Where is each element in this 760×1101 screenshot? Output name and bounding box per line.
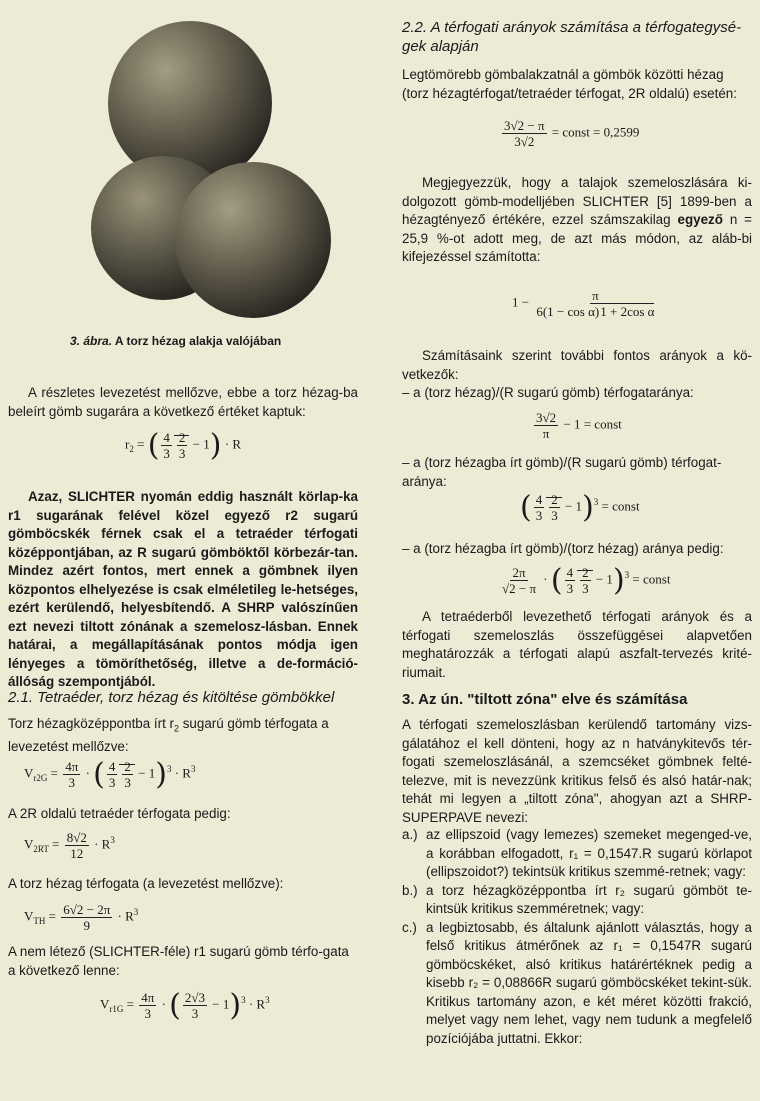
- right-paragraph-7: A tetraéderből levezethető térfogati arányok és a térfogati szemeloszlás összefüggései alapvetően meghatározzák a térfogati alapú aszfalt-tervezés krité-riumait.: [402, 609, 752, 680]
- left-paragraph-3: [8, 715, 358, 757]
- p3-text-a: Torz hézagközéppontba írt r: [8, 716, 174, 731]
- left-paragraph-6: A nem létező (SLICHTER-féle) r1 sugarú gömb térfo-gata a következő lenne:: [8, 944, 349, 978]
- p2-text-b: n = 25,9 %-ot adott meg, de azt más módon, az aláb-bi kifejezéssel számította:: [402, 212, 752, 264]
- spheres-figure: [8, 0, 358, 330]
- right-paragraph-1: Legtömörebb gömbalakzatnál a gömbök közötti hézag (torz hézagtérfogat/tetraéder térfogat, 2R oldalú) esetén:: [402, 67, 737, 101]
- right-paragraph-4: – a (torz hézag)/(R sugarú gömb) térfogataránya:: [402, 385, 694, 400]
- equation-th-sphere: $\frac{3√2}{\pi}$ − 1 = const: [536, 410, 622, 441]
- list-item: [402, 919, 752, 1049]
- equation-inscribed-sphere: ( $\frac{4}{3}$ $\frac{2}{3}$ − 1)$^3$ = const: [520, 490, 640, 525]
- list-item-text: az ellipszoid (vagy lemezes) szemeket megenged-ve, a korábban elfogadott, r₁ = 0,1547.R sugarú körlapot (ellipszoidot?) tekintsük kritikus szemmé-retnek; vagy:: [426, 827, 752, 879]
- list-item-label: c.): [402, 919, 417, 935]
- p3-sub: 2: [174, 723, 180, 734]
- equation-vr1g: $V_{r1G}$ = $\frac{4\pi}{3}$ · ( $\frac{2√3}{3}$ − $1)^3 \cdot R^3$: [100, 988, 270, 1023]
- list-item: [402, 826, 752, 882]
- criteria-list: [402, 826, 752, 1048]
- right-paragraph-8: A térfogati szemeloszlásban kerülendő tartomány vizs-gálatához el kell dönteni, hogy az n hatványkitevős tér-fogati szemeloszlásánál, a szemcséket gömbnek felté-telezve, mit is nevezzünk kritikus felső és alsó határ-nak; tehát mi legyen a „tiltott zóna", ahogyan azt a SHRP-SUPERPAVE nevezi:: [402, 717, 752, 825]
- figure-caption: [70, 334, 360, 348]
- left-paragraph-bold: Azaz, SLICHTER nyomán eddig használt körlap-ka r1 sugarának felével közel egyező r2 sugarú gömböcskék férnek csak el a tetraéder térfogati középpontjában, az R sugarú gömböktől körbezár-tan. Mindez azért fontos, mert ennek a gömbnek ilyen központos elhelyezése is csak elméletileg le-hetséges, ezért kerülendő, helyesbítendő. A SHRP valószínűen ezt nevezi tiltott zónának a szemelosz-lásban. Ennek határai, a megállapításának pontos módja igen lényeges a tömöríthetőség, illetve a de-formáció-állóság szempontjából.: [8, 489, 358, 689]
- equation-vth: $V_{TH}$ = $\frac{6√2 - 2\pi}{9}$ · $R^3$: [24, 902, 139, 933]
- left-paragraph-1: A részletes levezetést mellőzve, ebbe a torz hézag-ba beleírt gömb sugarára a következő értéket kaptuk:: [8, 385, 358, 419]
- equation-vr2g: $V_{r2G}$ = $\frac{4\pi}{3}$ · ( $\frac{4}{3}$ $\frac{2}{3}$ − $1)^3 \cdot R^3$: [24, 757, 196, 792]
- right-paragraph-3: Számításaink szerint további fontos arányok a kö-vetkezők:: [402, 348, 752, 382]
- right-paragraph-2: [402, 174, 752, 267]
- list-item-text: a torz hézagközéppontba írt r₂ sugarú gömböt te-kintsük kritikus szemméretnek; vagy:: [426, 882, 752, 916]
- caption-label: 3. ábra.: [70, 334, 113, 348]
- list-item-label: b.): [402, 882, 418, 898]
- section-3-heading: 3. Az ún. "tiltott zóna" elve és számítása: [402, 691, 688, 708]
- left-paragraph-5: A torz hézag térfogata (a levezetést mellőzve):: [8, 876, 284, 891]
- ratio-const-value: = const = 0,2599: [551, 124, 640, 140]
- equation-slichter: 1 − $\frac{\pi}{\text{6(1 − cos α)1 + 2cos α}}$: [512, 288, 655, 319]
- section-2-1-heading: 2.1. Tetraéder, torz hézag és kitöltése gömbökkel: [8, 689, 335, 706]
- p2-bold: egyező: [677, 212, 723, 227]
- section-2-2-heading: 2.2. A térfogati arányok számítása a térfogategysé-gek alapján: [402, 19, 742, 55]
- right-paragraph-6: – a (torz hézagba írt gömb)/(torz hézag) aránya pedig:: [402, 541, 724, 556]
- p3-text-b: sugarú gömb térfogata a levezetést mellőzve:: [8, 716, 329, 755]
- list-item-text: a legbiztosabb, és általunk ajánlott választás, hogy a felső kritikus átmérőnek az r₁ = 0,1547R sugarú gömböcskéket, alsó kritikus határértéknek pedig a kisebb r₂ = 0,08866R sugarú gömböcskéket tekint-sük. Kritikus tartomány azon, e két méret közötti frakció, melyet vagy nem lehet, vagy nem tudunk a megfelelő pozíciójába juttatni. Ekkor:: [426, 919, 752, 1046]
- list-item: [402, 882, 752, 919]
- list-item-label: a.): [402, 827, 418, 842]
- equation-ratio-const: $\frac{3√2 - \pi}{3√2}$ = const = 0,2599: [504, 118, 640, 149]
- caption-text: A torz hézag alakja valójában: [114, 334, 282, 348]
- equation-v2rt: $V_{2RT}$ = $\frac{8√2}{12}$ · $R^3$: [24, 830, 115, 861]
- equation-inscribed-th: $\frac{2\pi}{√2 - \pi}$ · ( $\frac{4}{3}$ $\frac{2}{3}$ − 1)$^3$ = const: [502, 563, 671, 598]
- left-paragraph-4: A 2R oldalú tetraéder térfogata pedig:: [8, 806, 231, 821]
- equation-r2: $r_2$ = ( $\frac{4}{3}$ $\frac{2}{3}$ − 1) · R: [125, 428, 241, 463]
- p2-text-a: Megjegyezzük, hogy a talajok szemeloszlására ki-dolgozott gömb-modelljében SLICHTER [5] 1899-ben a hézagtényező értékére, ezzel számszakilag: [402, 175, 752, 227]
- right-paragraph-5: – a (torz hézagba írt gömb)/(R sugarú gömb) térfogat-aránya:: [402, 455, 722, 489]
